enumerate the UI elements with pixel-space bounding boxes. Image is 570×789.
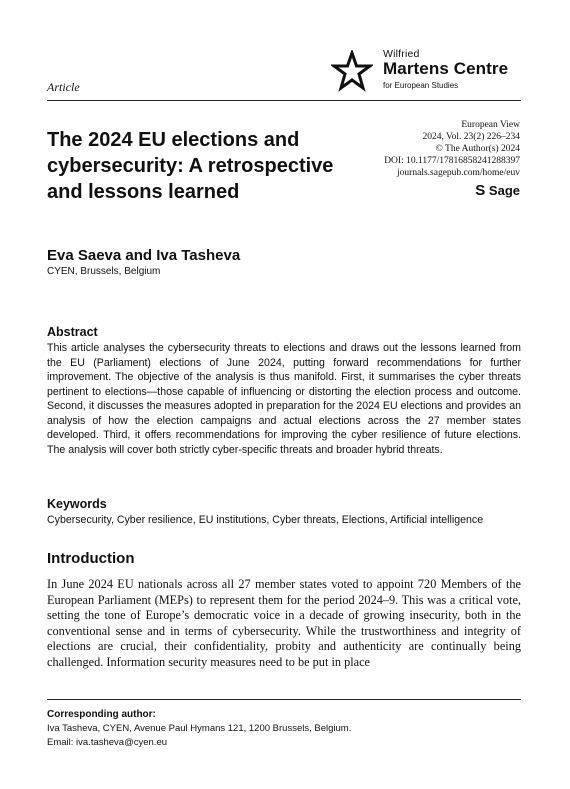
- abstract-heading: Abstract: [47, 325, 98, 339]
- abstract-text: This article analyses the cybersecurity threats to elections and draws out the lessons learned from the EU (Parliament) elections of June 2024, putting forward recommendations for further improvement. The objective of the analysis is thus manifold. First, it summarises the cyber threats pertinent to elections—those capable of influencing or distorting the election process and outcome. Second, it discusses the measures adopted in preparation for the 2024 EU elections and provides an analysis of how the election campaigns and actual elections across the 27 member states developed. Third, it offers recommendations for improving the cyber resilience of future elections. The analysis will cover both strictly cyber-specific threats and broader hybrid threats.: [47, 342, 521, 456]
- introduction-text: In June 2024 EU nationals across all 27 member states voted to appoint 720 Members of the European Parliament (MEPs) to represent them for the period 2024–9. This was a critical vote, setting the tone of Europe’s democratic voice in a decade of growing insecurity, both in the conventional sense and in terms of cybersecurity. While the trustworthiness and integrity of elections are crucial, their confidentiality, probity and authenticity are continually being challenged. Information security measures need to be put in place: [47, 577, 521, 669]
- sage-s-icon: S: [475, 182, 486, 199]
- footnote-divider: [47, 699, 521, 700]
- logo-line-3: for European Studies: [383, 81, 459, 90]
- corresponding-email[interactable]: Email: iva.tasheva@cyen.eu: [47, 737, 168, 748]
- corresponding-address: Iva Tasheva, CYEN, Avenue Paul Hymans 121, 1200 Brussels, Belgium.: [47, 723, 352, 734]
- journal-meta: [384, 119, 520, 197]
- corresponding-heading: Corresponding author:: [47, 709, 156, 720]
- authors: Eva Saeva and Iva Tasheva: [47, 247, 241, 264]
- doi: DOI: 10.1177/17816858241288397: [384, 156, 520, 166]
- journal-name: European View: [461, 120, 520, 130]
- publisher-name: Sage: [488, 183, 520, 198]
- keywords-heading: Keywords: [47, 497, 107, 511]
- journal-volume: 2024, Vol. 23(2) 226–234: [422, 132, 520, 142]
- keywords-text: Cybersecurity, Cyber resilience, EU institutions, Cyber threats, Elections, Artificial intelligence: [47, 514, 484, 526]
- sage-logo: [384, 182, 520, 199]
- logo-line-1: Wilfried: [383, 48, 420, 60]
- journal-url[interactable]: journals.sagepub.com/home/euv: [397, 168, 520, 178]
- affiliation: CYEN, Brussels, Belgium: [47, 266, 161, 277]
- introduction-heading: Introduction: [47, 550, 135, 567]
- copyright: © The Author(s) 2024: [435, 144, 520, 154]
- article-title: The 2024 EU elections and cybersecurity: A retrospective and lessons learned: [47, 129, 334, 203]
- publisher-logo: [331, 46, 531, 98]
- header-divider: [47, 100, 521, 101]
- article-type-label: Article: [47, 80, 80, 94]
- logo-line-2: Martens Centre: [383, 59, 509, 78]
- star-outline-icon: [331, 50, 373, 92]
